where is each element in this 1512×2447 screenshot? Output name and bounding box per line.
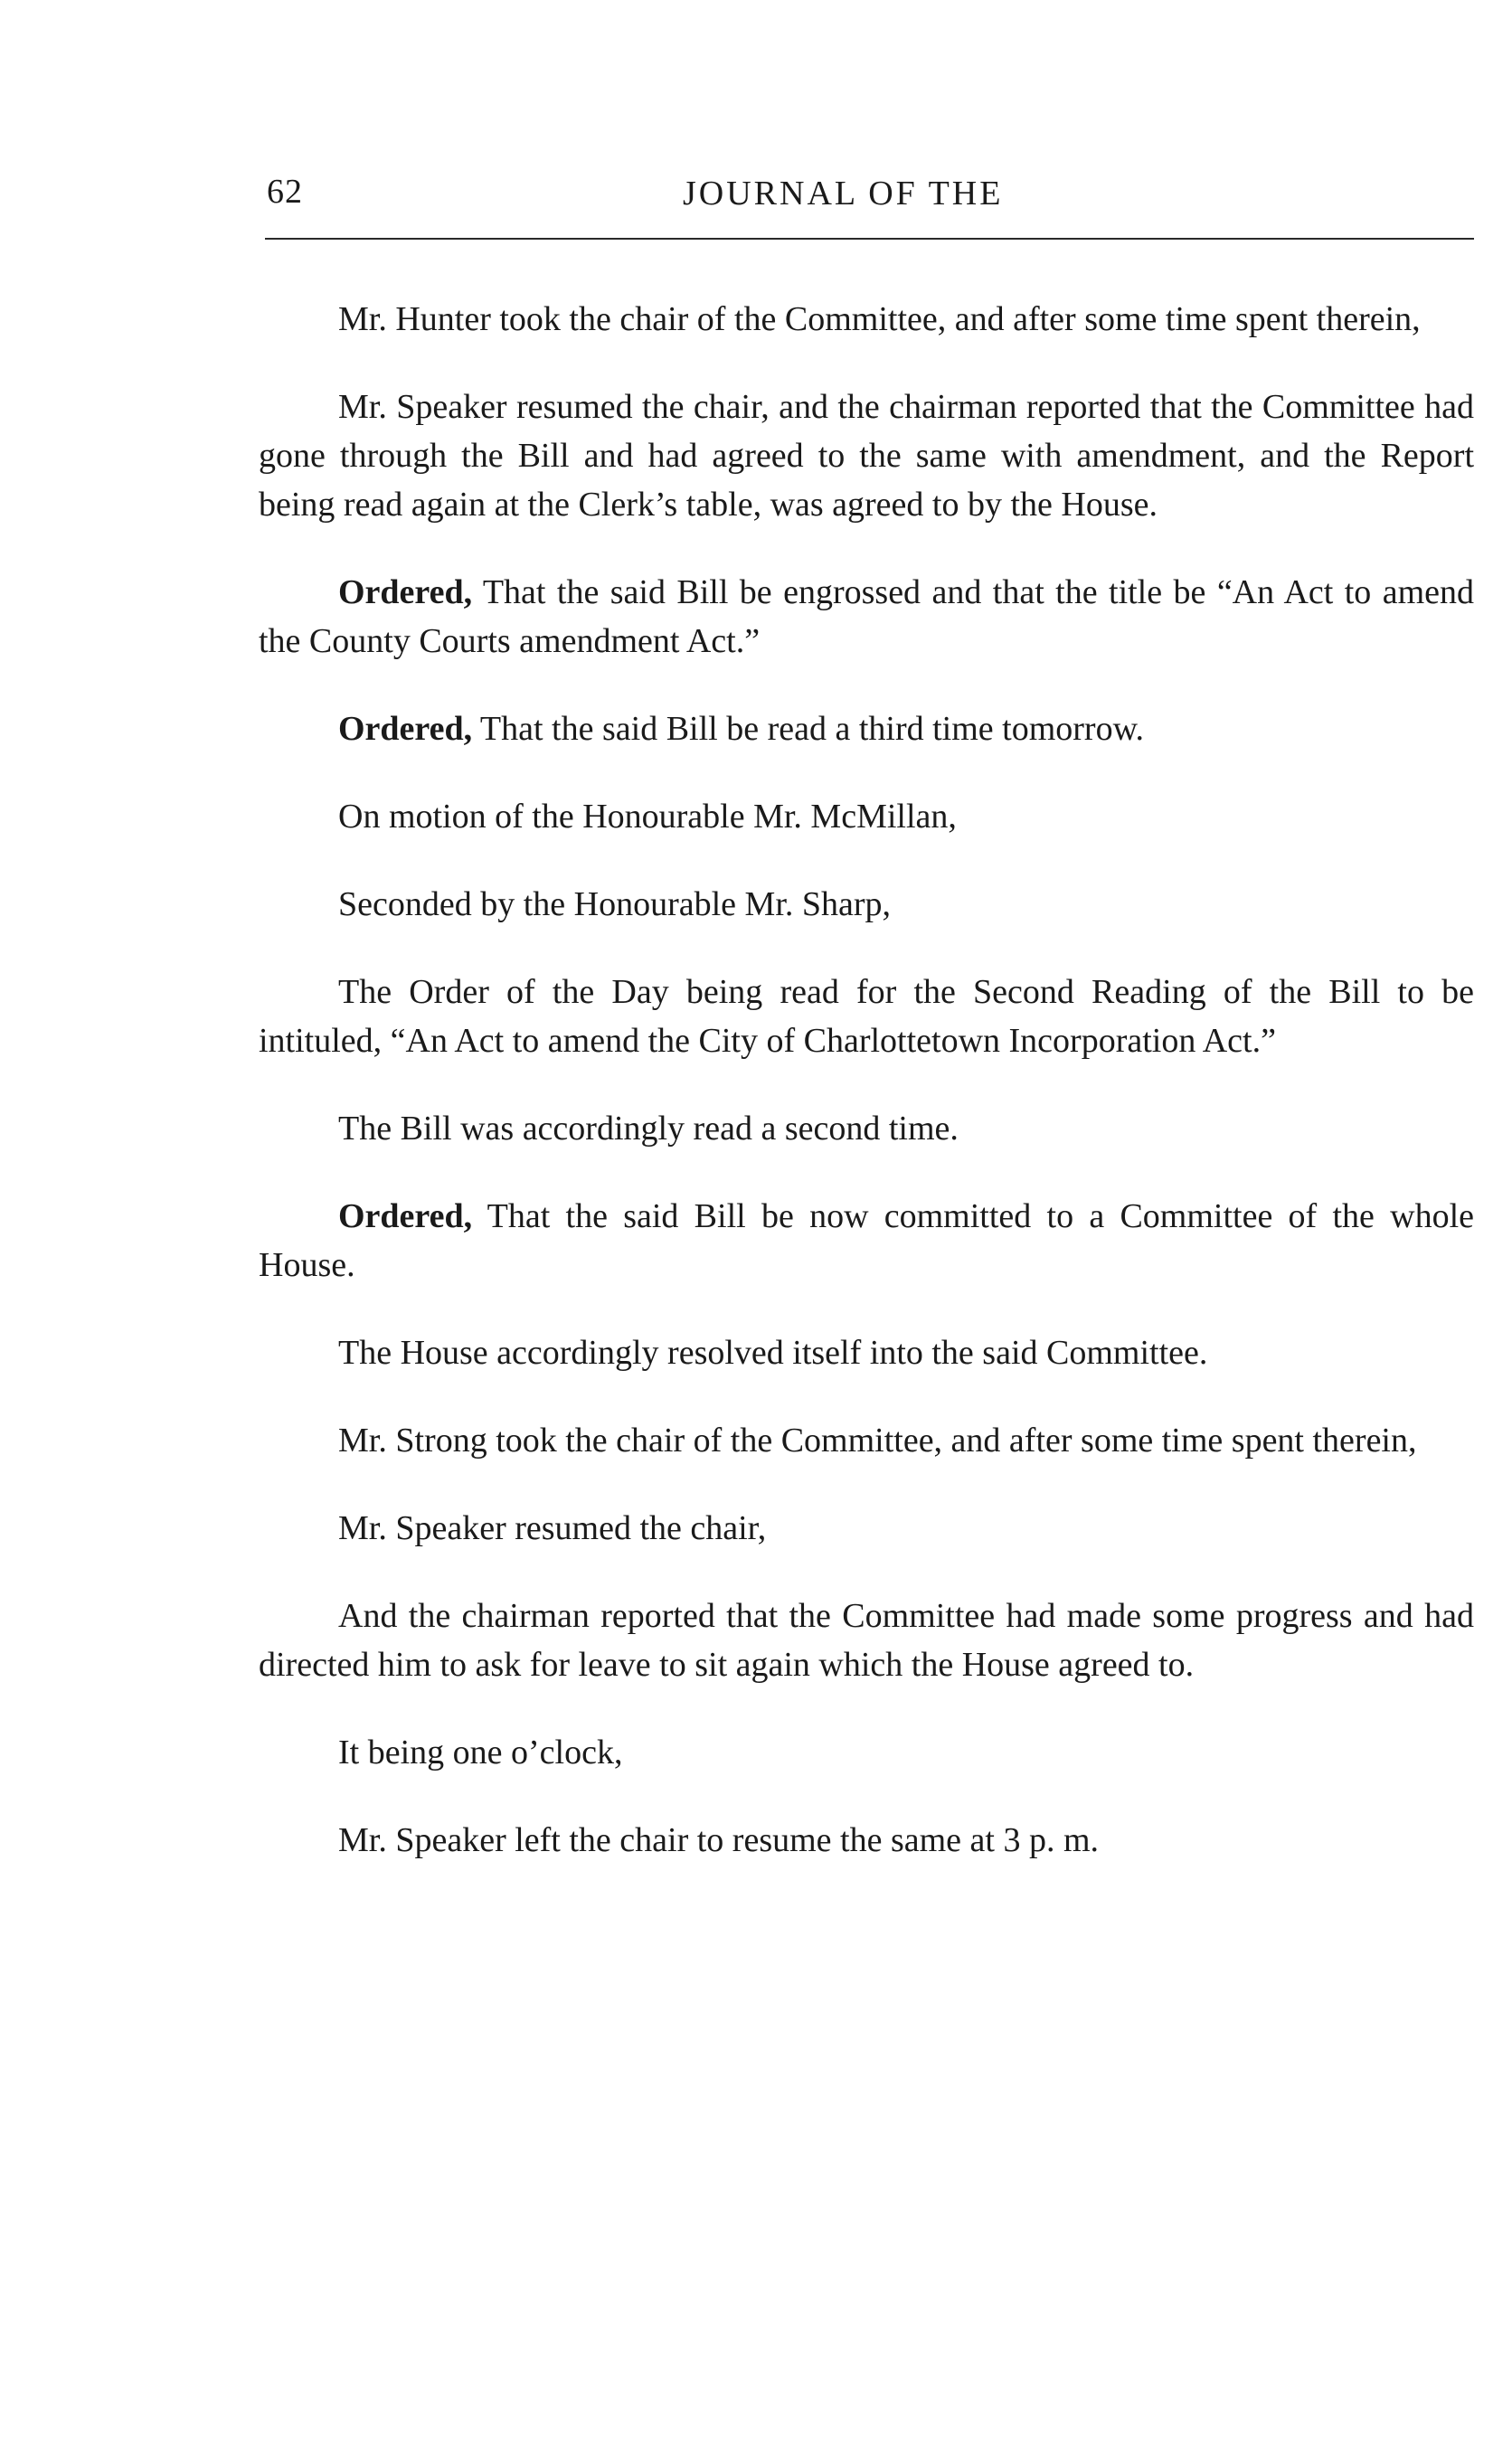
paragraph-text: And the chairman reported that the Committee had made some progress and had directed him to ask for leave to sit again which the House agreed to.: [259, 1597, 1474, 1684]
paragraph: [259, 1592, 1474, 1689]
paragraph: [259, 568, 1474, 666]
paragraph: [259, 383, 1474, 529]
paragraph-lead: Ordered,: [338, 710, 473, 748]
paragraph: [259, 792, 1474, 841]
paragraph: [259, 1104, 1474, 1153]
paragraph-text: Mr. Hunter took the chair of the Committee, and after some time spent therein,: [338, 300, 1421, 338]
paragraph: [259, 1816, 1474, 1865]
paragraph-text: Mr. Speaker left the chair to resume the same at 3 p. m.: [338, 1821, 1100, 1859]
page-header: [265, 172, 1474, 226]
paragraph: [259, 1728, 1474, 1777]
paragraph: [259, 880, 1474, 929]
paragraph: [259, 1416, 1474, 1465]
paragraph-text: That the said Bill be engrossed and that the title be “An Act to amend the County Courts amendment Act.”: [259, 573, 1474, 660]
paragraph-text: Mr. Strong took the chair of the Committee, and after some time spent therein,: [338, 1422, 1417, 1460]
paragraph: [259, 704, 1474, 753]
paragraph: [259, 1328, 1474, 1377]
paragraph-text: That the said Bill be now committed to a Committee of the whole House.: [259, 1197, 1474, 1284]
paragraph-text: Seconded by the Honourable Mr. Sharp,: [338, 885, 892, 923]
paragraph: [259, 968, 1474, 1065]
paragraph-text: The Bill was accordingly read a second time.: [338, 1110, 959, 1148]
paragraph: [259, 1504, 1474, 1553]
journal-body: [259, 295, 1474, 1904]
paragraph-text: Mr. Speaker resumed the chair, and the chairman reported that the Committee had gone through the Bill and had agreed to the same with amendment, and the Report being read again at the Clerk’s table, was agreed to by the House.: [259, 388, 1474, 524]
paragraph: [259, 1192, 1474, 1290]
paragraph-text: It being one o’clock,: [338, 1734, 623, 1771]
paragraph-lead: Ordered,: [338, 1197, 473, 1235]
paragraph-text: The House accordingly resolved itself into the said Committee.: [338, 1334, 1208, 1372]
paragraph: [259, 295, 1474, 344]
header-rule: [265, 238, 1474, 240]
paragraph-text: That the said Bill be read a third time tomorrow.: [472, 710, 1145, 748]
page-number: 62: [267, 173, 303, 211]
paragraph-text: On motion of the Honourable Mr. McMillan,: [338, 798, 957, 836]
paragraph-text: Mr. Speaker resumed the chair,: [338, 1509, 767, 1547]
running-head: JOURNAL OF THE: [683, 175, 1004, 213]
paragraph-lead: Ordered,: [338, 573, 473, 611]
paragraph-text: The Order of the Day being read for the Second Reading of the Bill to be intituled, “An Act to amend the City of Charlottetown Incorporation Act.”: [259, 973, 1474, 1060]
